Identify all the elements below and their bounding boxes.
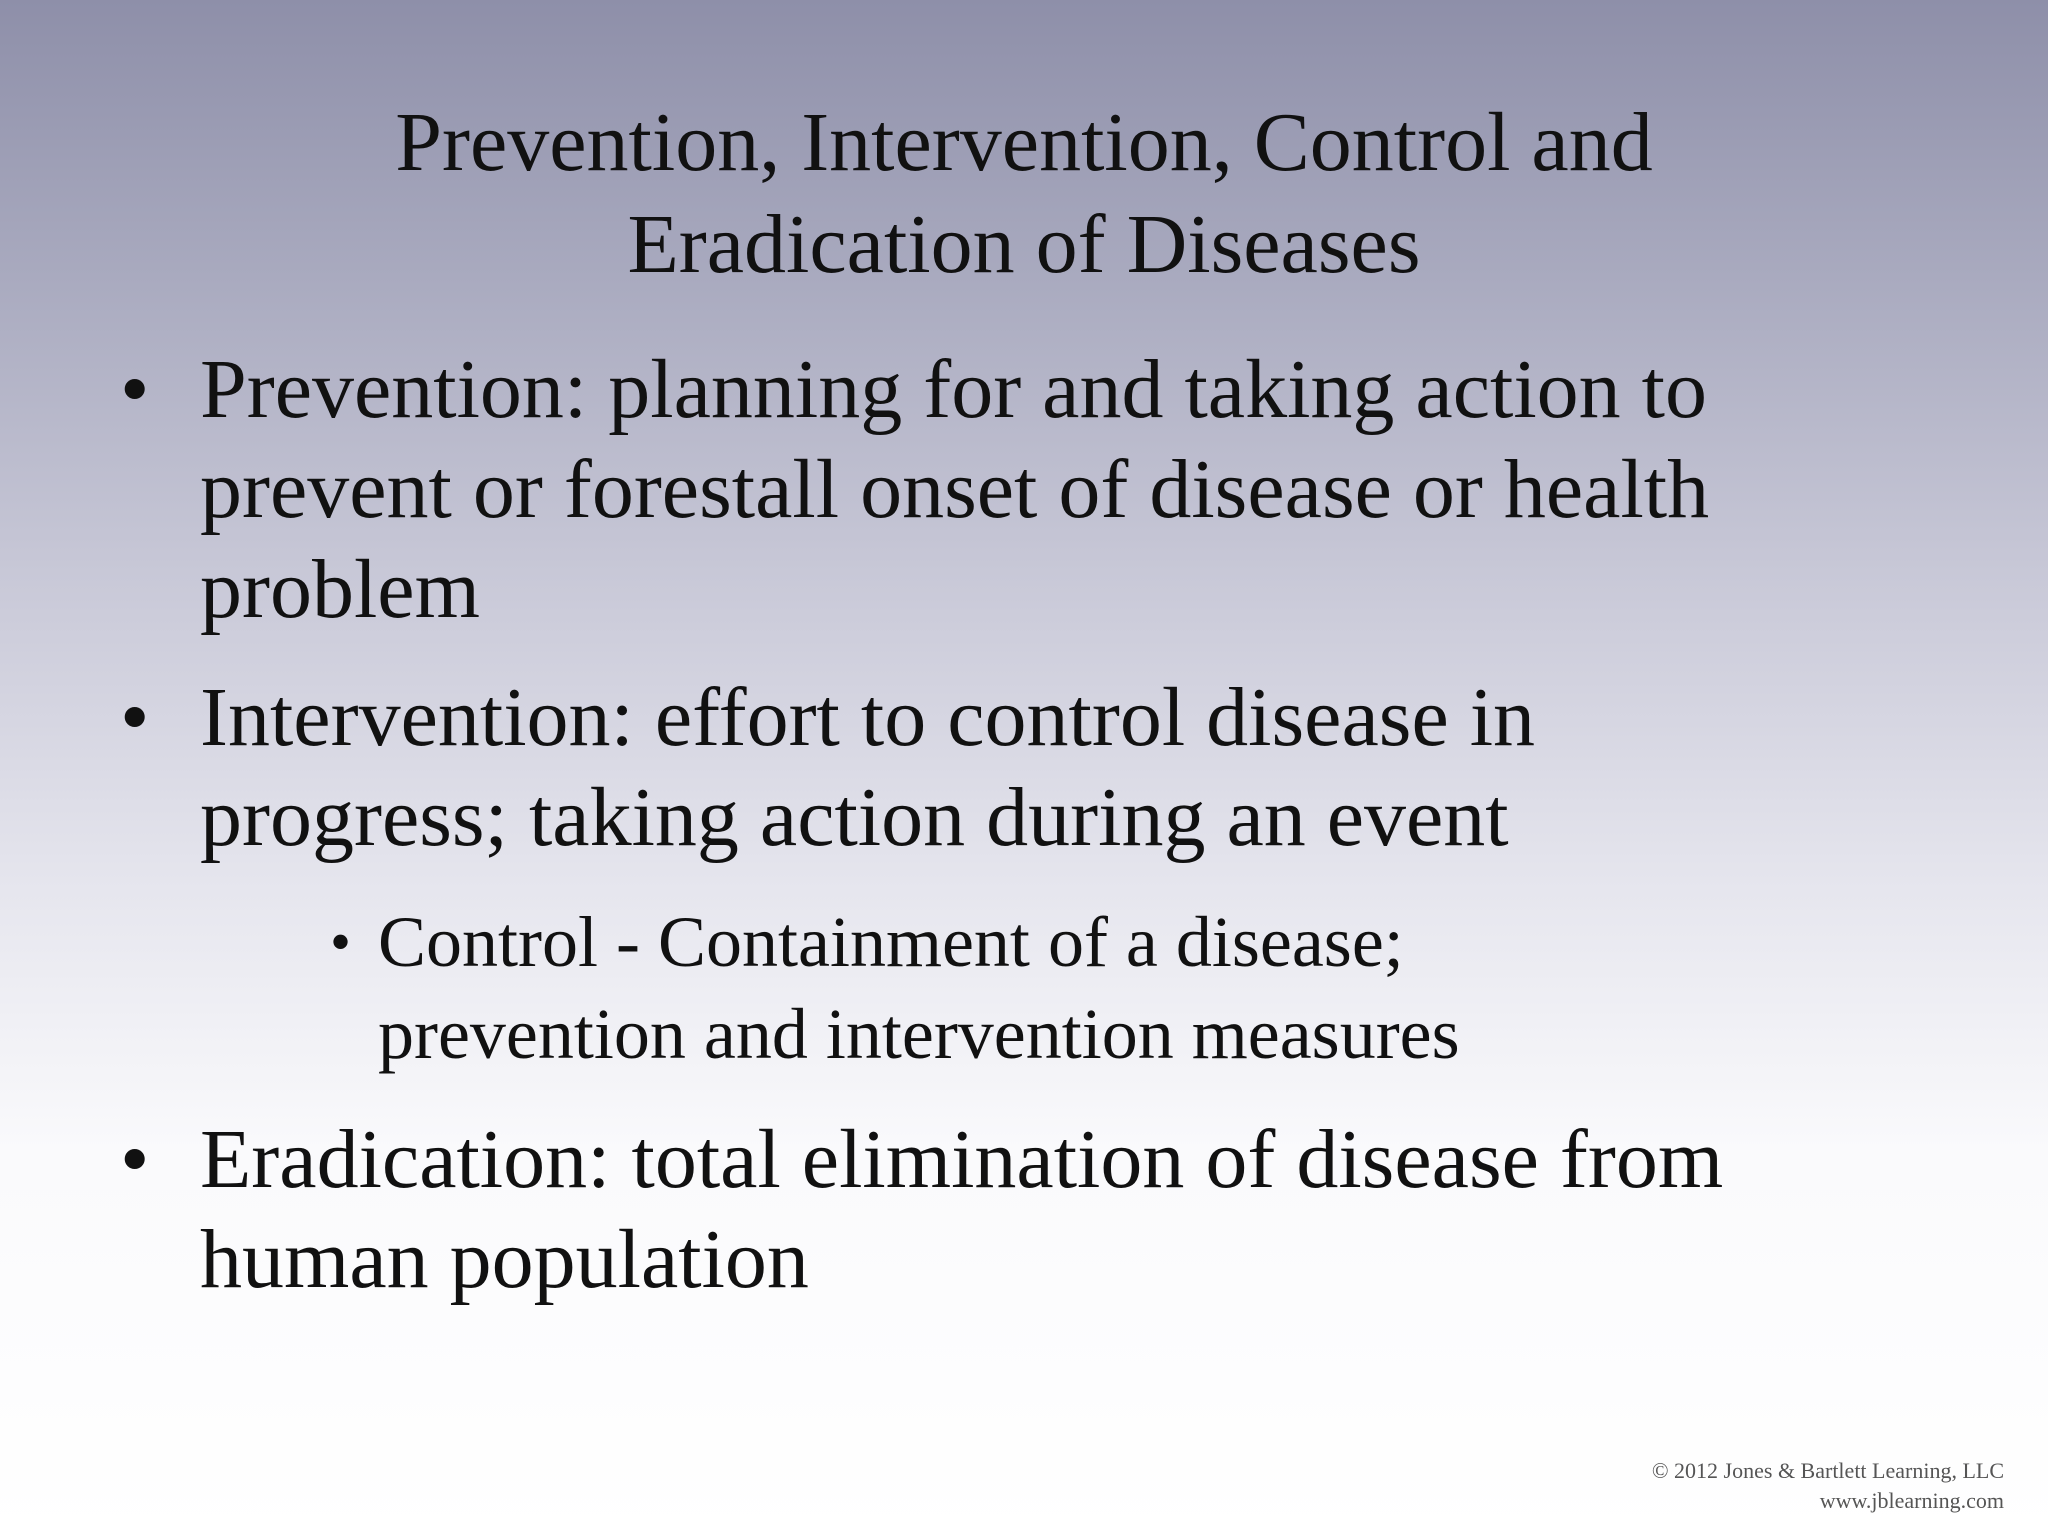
slide-title-line: Eradication of Diseases [627,198,1421,291]
bullet-marker: • [120,343,150,436]
sub-bullet-text-line: Control - Containment of a disease; [378,902,1404,982]
bullet-intervention [120,668,1930,868]
bullet-marker: • [120,1113,150,1206]
slide-title-line: Prevention, Intervention, Control and [395,96,1653,189]
bullet-list [120,340,1930,1338]
bullet-marker: • [120,671,150,764]
bullet-text-line: Prevention: planning for and taking action to [200,343,1707,436]
bullet-text-line: progress; taking action during an event [200,771,1509,864]
bullet-text-line: human population [200,1213,809,1306]
bullet-prevention [120,340,1930,640]
copyright-notice [1652,1456,2004,1516]
bullet-text-line: prevent or forestall onset of disease or health [200,443,1710,536]
bullet-text-line: problem [200,543,480,636]
bullet-text-line: Intervention: effort to control disease in [200,671,1536,764]
bullet-eradication [120,1110,1930,1310]
sub-bullet-marker: • [330,909,352,975]
copyright-line: © 2012 Jones & Bartlett Learning, LLC [1651,1458,2004,1483]
bullet-text-line: Eradication: total elimination of disease from [200,1113,1724,1206]
sub-bullet-control [120,896,1930,1080]
sub-bullet-text-line: prevention and intervention measures [378,994,1460,1074]
slide-title [0,92,2048,296]
copyright-url: www.jblearning.com [1819,1488,2004,1513]
